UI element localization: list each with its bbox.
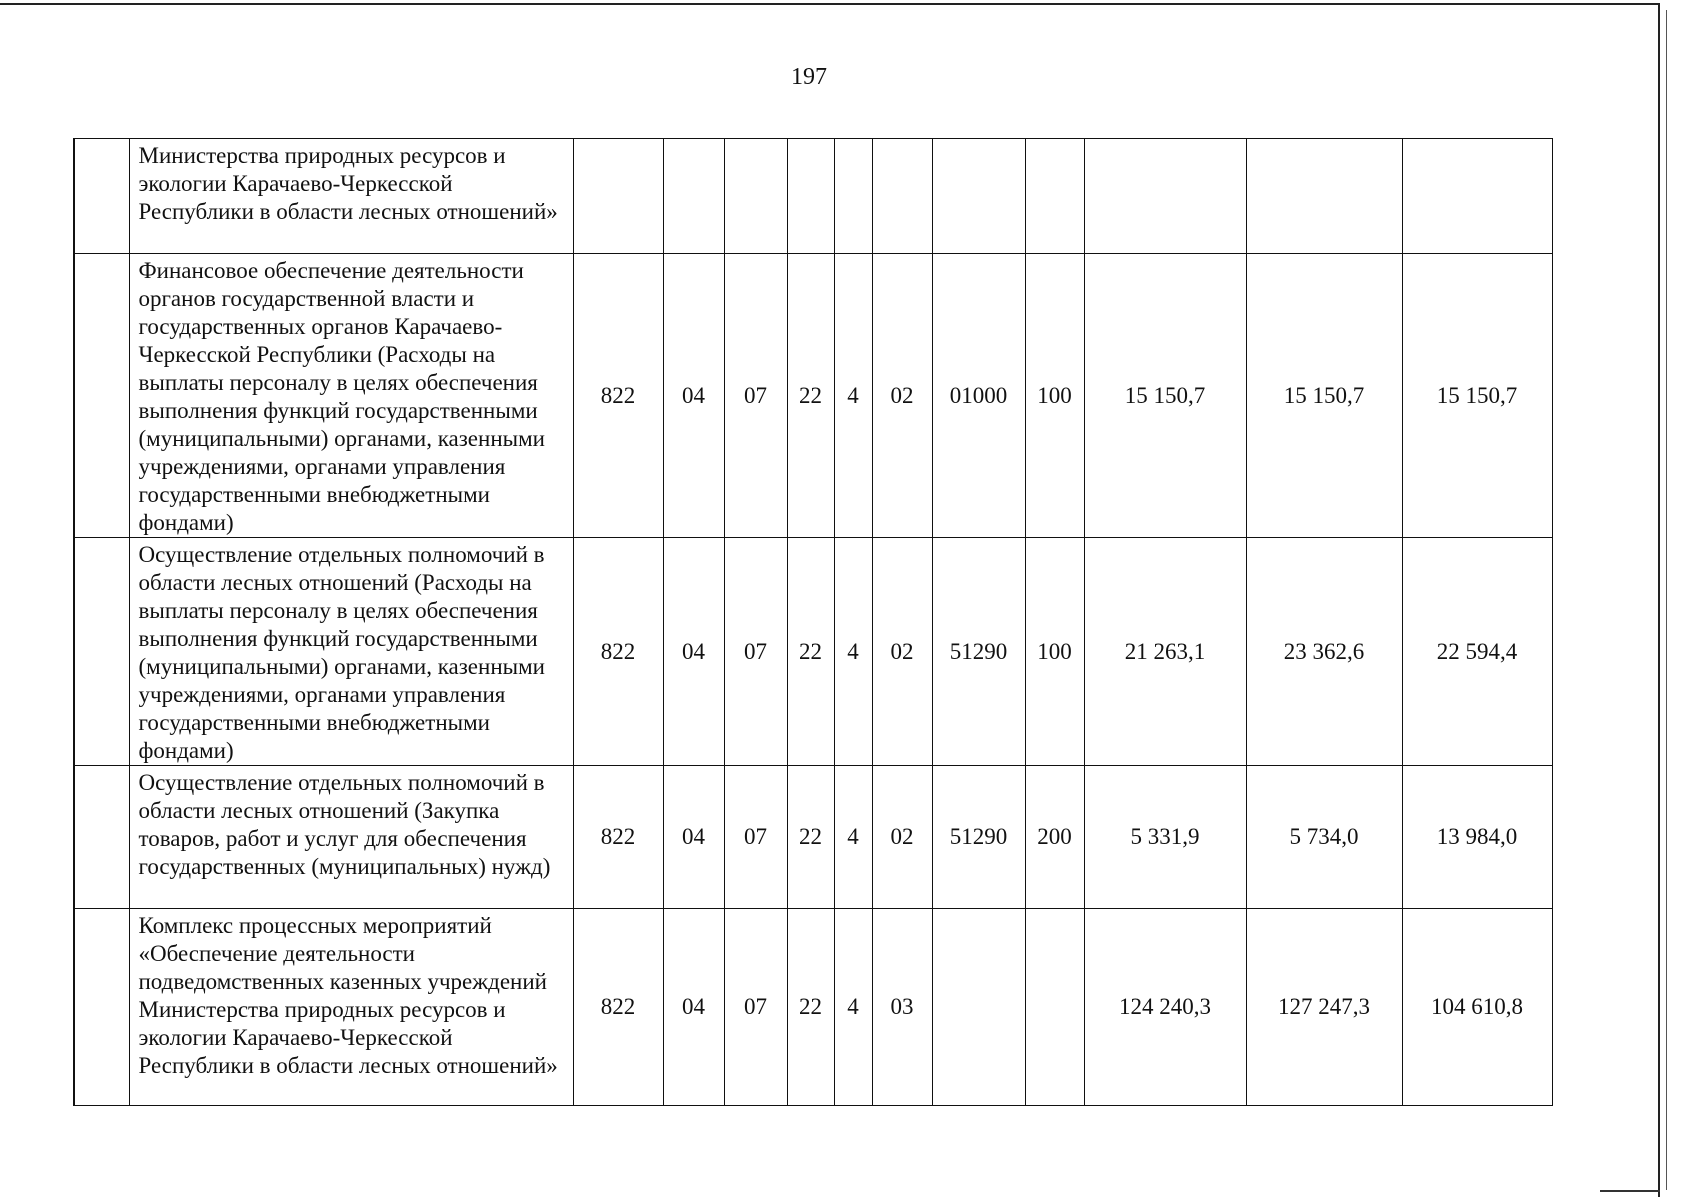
vr-cell: 100 <box>1025 538 1084 766</box>
csr-subprogram-cell: 02 <box>872 538 932 766</box>
pr-cell: 07 <box>724 909 787 1106</box>
rz-cell: 04 <box>663 254 724 538</box>
pr-cell: 07 <box>724 538 787 766</box>
table-row <box>74 254 1552 538</box>
description-cell: Министерства природных ресурсов и экологии Карачаево-Черкесской Республики в области лесных отношений» <box>129 139 573 254</box>
ved-cell: 822 <box>573 766 663 909</box>
rz-cell: 04 <box>663 766 724 909</box>
csr-type-cell <box>834 139 872 254</box>
sum-year3-cell: 13 984,0 <box>1402 766 1552 909</box>
sum-year1-cell: 5 331,9 <box>1084 766 1246 909</box>
index-cell <box>74 538 129 766</box>
pr-cell <box>724 139 787 254</box>
rz-cell <box>663 139 724 254</box>
index-cell <box>74 139 129 254</box>
index-cell <box>74 909 129 1106</box>
sum-year1-cell: 21 263,1 <box>1084 538 1246 766</box>
page-number: 197 <box>791 64 827 90</box>
table-row <box>74 538 1552 766</box>
csr-program-cell: 22 <box>787 538 834 766</box>
csr-direction-cell <box>932 139 1025 254</box>
csr-subprogram-cell: 02 <box>872 766 932 909</box>
sum-year2-cell: 127 247,3 <box>1246 909 1402 1106</box>
sum-year1-cell: 15 150,7 <box>1084 254 1246 538</box>
csr-subprogram-cell: 02 <box>872 254 932 538</box>
rz-cell: 04 <box>663 909 724 1106</box>
description-cell: Осуществление отдельных полномочий в области лесных отношений (Расходы на выплаты персоналу в целях обеспечения выполнения функций государственными (муниципальными) органами, казенными учреждениями, органами управления государственными внебюджетными фондами) <box>129 538 573 766</box>
csr-program-cell: 22 <box>787 254 834 538</box>
description-cell: Комплекс процессных мероприятий «Обеспечение деятельности подведомственных казенных учреждений Министерства природных ресурсов и экологии Карачаево-Черкесской Республики в области лесных отношений» <box>129 909 573 1106</box>
index-cell <box>74 254 129 538</box>
csr-type-cell: 4 <box>834 538 872 766</box>
sum-year2-cell: 5 734,0 <box>1246 766 1402 909</box>
table-row <box>74 766 1552 909</box>
description-cell: Финансовое обеспечение деятельности органов государственной власти и государственных органов Карачаево-Черкесской Республики (Расходы на выплаты персоналу в целях обеспечения выполнения функций государственными (муниципальными) органами, казенными учреждениями, органами управления государственными внебюджетными фондами) <box>129 254 573 538</box>
table-row <box>74 139 1552 254</box>
index-cell <box>74 766 129 909</box>
pr-cell: 07 <box>724 766 787 909</box>
ved-cell: 822 <box>573 909 663 1106</box>
scan-border-right-inner <box>1666 10 1667 1190</box>
pr-cell: 07 <box>724 254 787 538</box>
sum-year3-cell: 22 594,4 <box>1402 538 1552 766</box>
scan-border-top <box>0 3 1660 5</box>
sum-year1-cell <box>1084 139 1246 254</box>
csr-direction-cell: 51290 <box>932 538 1025 766</box>
csr-program-cell: 22 <box>787 909 834 1106</box>
csr-subprogram-cell: 03 <box>872 909 932 1106</box>
csr-direction-cell: 51290 <box>932 766 1025 909</box>
csr-type-cell: 4 <box>834 254 872 538</box>
vr-cell: 100 <box>1025 254 1084 538</box>
csr-subprogram-cell <box>872 139 932 254</box>
ved-cell: 822 <box>573 538 663 766</box>
csr-type-cell: 4 <box>834 766 872 909</box>
table-row <box>74 909 1552 1106</box>
sum-year1-cell: 124 240,3 <box>1084 909 1246 1106</box>
scan-border-bottom <box>1600 1190 1660 1192</box>
vr-cell <box>1025 139 1084 254</box>
ved-cell <box>573 139 663 254</box>
sum-year3-cell <box>1402 139 1552 254</box>
ved-cell: 822 <box>573 254 663 538</box>
csr-program-cell <box>787 139 834 254</box>
sum-year3-cell: 104 610,8 <box>1402 909 1552 1106</box>
scan-border-right <box>1658 3 1660 1197</box>
csr-type-cell: 4 <box>834 909 872 1106</box>
vr-cell: 200 <box>1025 766 1084 909</box>
csr-program-cell: 22 <box>787 766 834 909</box>
sum-year2-cell: 15 150,7 <box>1246 254 1402 538</box>
sum-year2-cell <box>1246 139 1402 254</box>
budget-table <box>73 138 1553 1106</box>
rz-cell: 04 <box>663 538 724 766</box>
description-cell: Осуществление отдельных полномочий в области лесных отношений (Закупка товаров, работ и услуг для обеспечения государственных (муниципальных) нужд) <box>129 766 573 909</box>
sum-year3-cell: 15 150,7 <box>1402 254 1552 538</box>
vr-cell <box>1025 909 1084 1106</box>
csr-direction-cell <box>932 909 1025 1106</box>
csr-direction-cell: 01000 <box>932 254 1025 538</box>
sum-year2-cell: 23 362,6 <box>1246 538 1402 766</box>
